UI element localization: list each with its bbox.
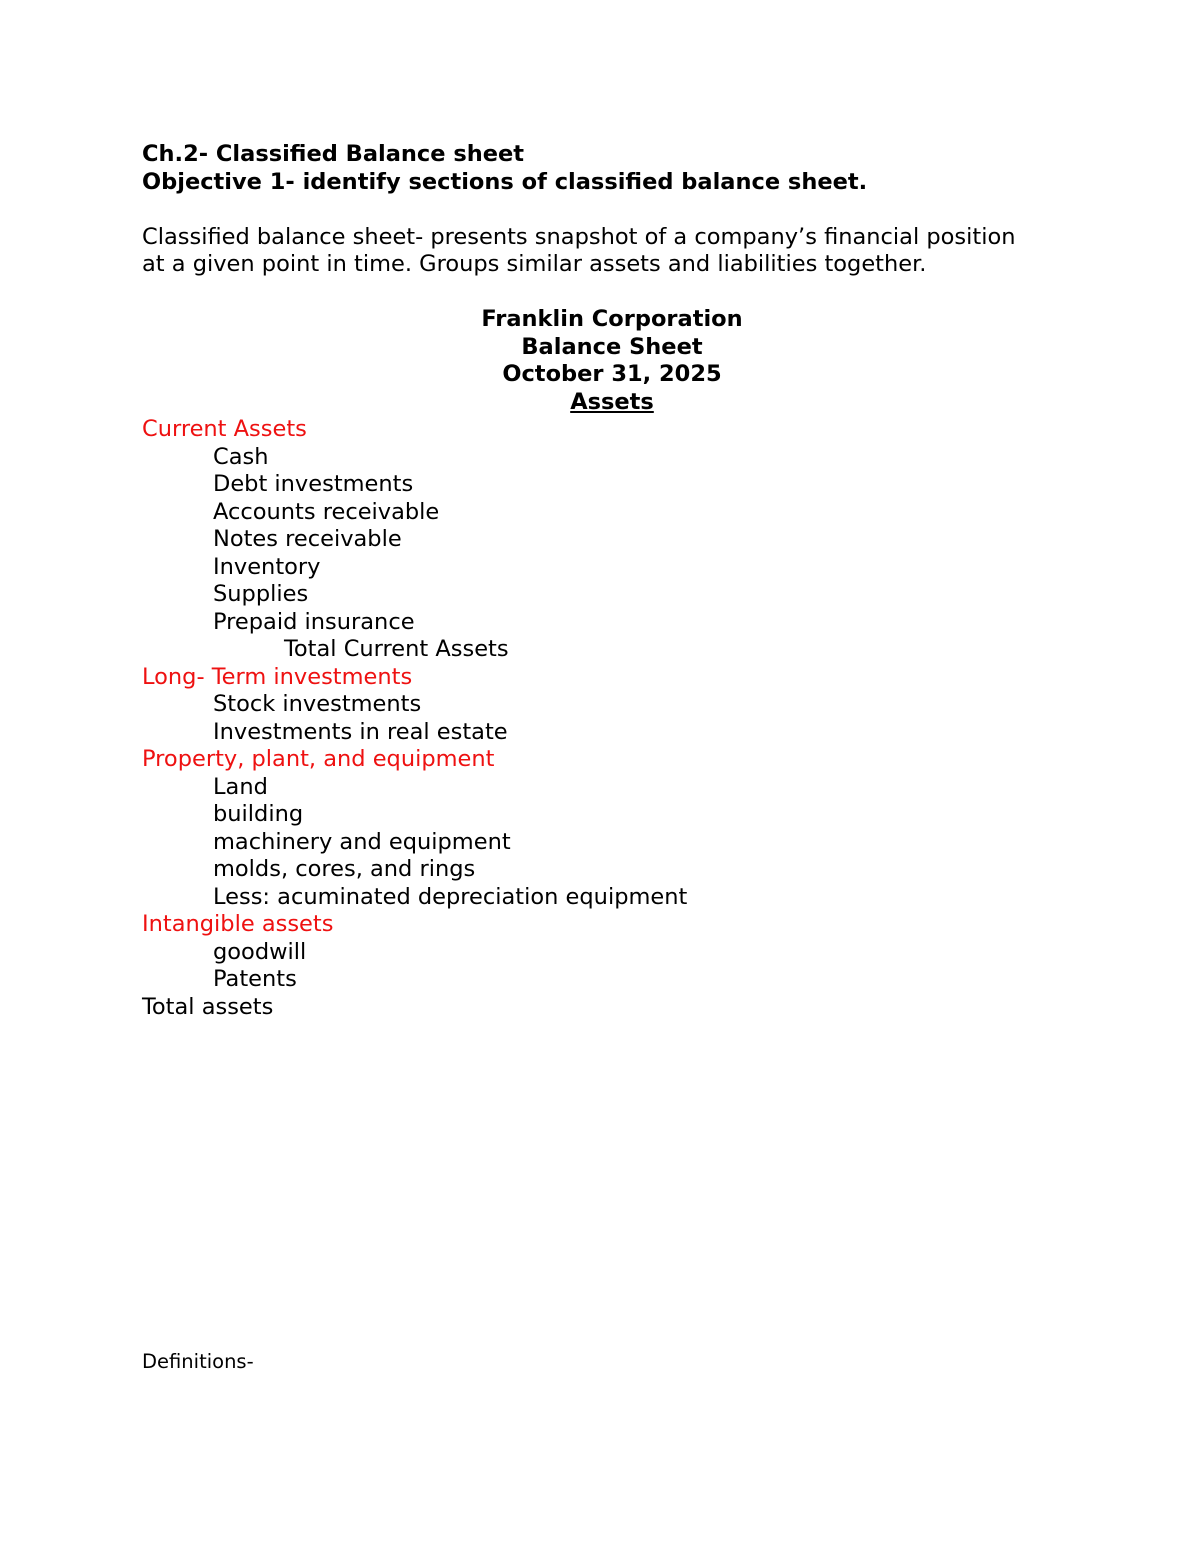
account-item: building [213,801,304,827]
category-long-term-investments: Long- Term investments [142,663,413,690]
account-item: Cash [213,443,269,470]
account-item: Land [213,773,268,800]
assets-heading: Assets [570,388,654,415]
section-heading [142,389,1082,417]
total-current-assets: Total Current Assets [284,636,509,662]
objective-heading: Objective 1- identify sections of classified balance sheet. [142,168,868,195]
account-item: goodwill [213,938,307,965]
company-name: Franklin Corporation [481,306,743,332]
account-item: Investments in real estate [213,718,508,745]
account-item: molds, cores, and rings [213,856,476,882]
category-intangible-assets: Intangible assets [142,911,334,937]
account-item: Prepaid insurance [213,608,415,635]
account-item: Supplies [213,581,309,607]
account-item: Notes receivable [213,526,402,552]
statement-name: Balance Sheet [521,333,703,360]
intro-line: Classified balance sheet- presents snapshot of a company’s financial position [142,223,1016,250]
account-item: machinery and equipment [213,828,511,855]
document-body [142,141,1082,1021]
account-item: Stock investments [213,691,422,717]
account-item: Debt investments [213,471,414,497]
spacer [142,196,1082,224]
category-current-assets: Current Assets [142,416,307,442]
intro-line: at a given point in time. Groups similar assets and liabilities together. [142,251,927,277]
total-assets: Total assets [142,993,274,1020]
category-ppe: Property, plant, and equipment [142,746,495,772]
account-item: Less: acuminated depreciation equipment [213,883,688,910]
statement-date: October 31, 2025 [502,361,722,387]
account-item: Patents [213,966,297,992]
definitions-label: Definitions- [142,1350,254,1373]
spacer [142,279,1082,307]
account-item: Inventory [213,553,321,580]
account-item: Accounts receivable [213,498,440,525]
chapter-title: Ch.2- Classified Balance sheet [142,141,525,167]
